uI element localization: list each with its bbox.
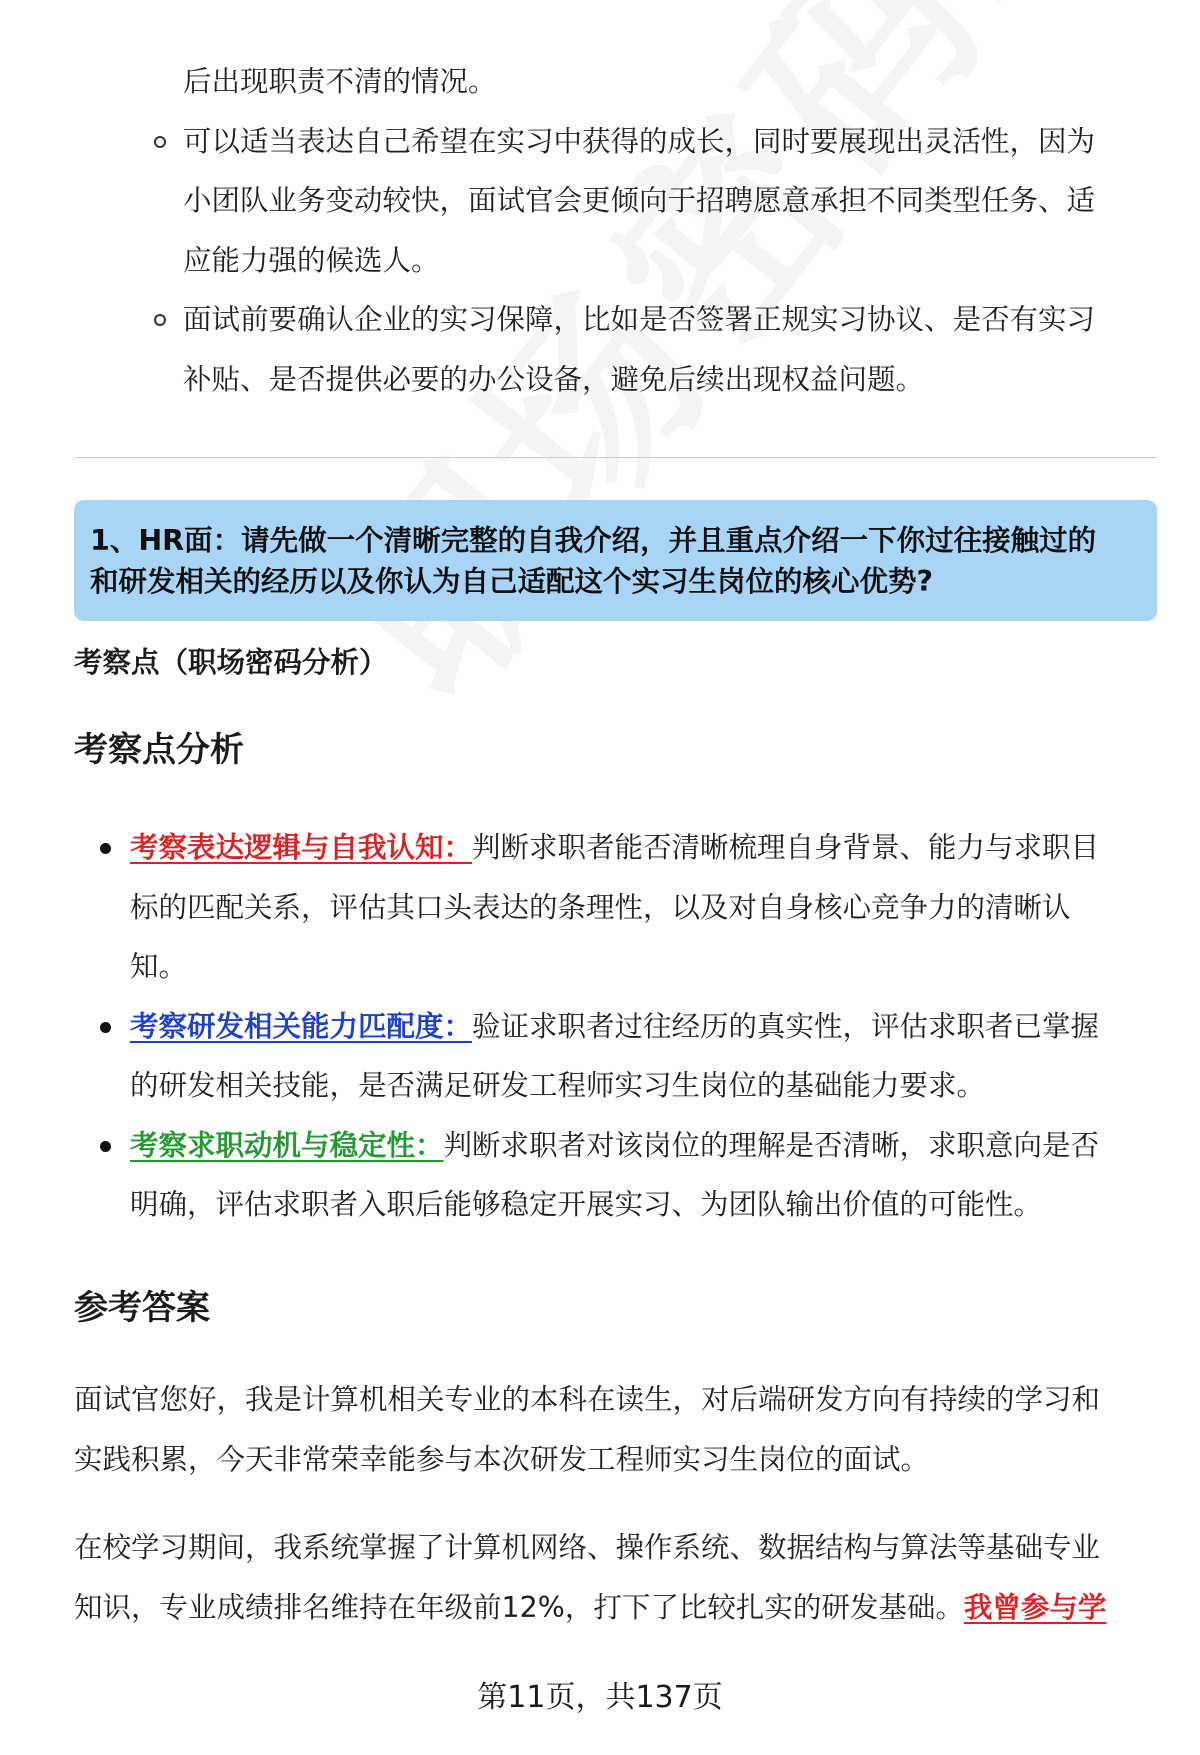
section-divider (74, 457, 1157, 458)
answer-paragraph (74, 1370, 1164, 1489)
answer-line: 实践积累，今天非常荣幸能参与本次研发工程师实习生岗位的面试。 (74, 1442, 930, 1476)
bullet-text: 标的匹配关系，评估其口头表达的条理性，以及对自身核心竞争力的清晰认 (130, 890, 1071, 924)
list-line: 补贴、是否提供必要的办公设备，避免后续出现权益问题。 (183, 362, 925, 396)
bullet-text: 知。 (130, 950, 188, 983)
question-text (90, 520, 1141, 602)
bullet-keyword: 考察研发相关能力匹配度： (130, 1009, 473, 1043)
analysis-bullet (98, 1116, 1148, 1235)
list-line: 可以适当表达自己希望在实习中获得的成长，同时要展现出灵活性，因为 (183, 124, 1096, 158)
sub-list (150, 52, 1140, 409)
question-line: 1、HR面：请先做一个清晰完整的自我介绍，并且重点介绍一下你过往接触过的 (90, 524, 1097, 557)
page-footer: 第11页，共137页 (477, 1680, 723, 1715)
answer-paragraph (74, 1518, 1164, 1637)
analysis-bullet (98, 818, 1148, 997)
answer-line: 知识，专业成绩排名维持在年级前12%，打下了比较扎实的研发基础。 (74, 1590, 964, 1624)
question-box (74, 500, 1157, 621)
bullet-keyword: 考察求职动机与稳定性： (130, 1128, 444, 1162)
bullet-text: 的研发相关技能，是否满足研发工程师实习生岗位的基础能力要求。 (130, 1069, 986, 1102)
analysis-bullets (98, 818, 1148, 1235)
list-line: 小团队业务变动较快，面试官会更倾向于招聘愿意承担不同类型任务、适 (183, 184, 1096, 217)
kaocha-label: 考察点（职场密码分析） (74, 646, 388, 679)
bullet-text: 验证求职者过往经历的真实性，评估求职者已掌握 (472, 1009, 1100, 1043)
bullet-text: 判断求职者对该岗位的理解是否清晰，求职意向是否 (443, 1128, 1100, 1162)
list-line: 面试前要确认企业的实习保障，比如是否签署正规实习协议、是否有实习 (183, 303, 1096, 336)
bullet-text: 判断求职者能否清晰梳理自身背景、能力与求职目 (472, 831, 1100, 864)
answer-highlight: 我曾参与学 (963, 1590, 1107, 1624)
list-item (150, 112, 1140, 291)
answer-heading: 参考答案 (74, 1288, 210, 1328)
list-item (150, 290, 1140, 409)
analysis-heading: 考察点分析 (74, 730, 244, 770)
answer-line: 在校学习期间，我系统掌握了计算机网络、操作系统、数据结构与算法等基础专业 (74, 1531, 1101, 1564)
list-line: 应能力强的候选人。 (183, 243, 440, 277)
analysis-bullet (98, 997, 1148, 1116)
list-continuation: 后出现职责不清的情况。 (183, 65, 497, 98)
answer-line: 面试官您好，我是计算机相关专业的本科在读生，对后端研发方向有持续的学习和 (74, 1383, 1101, 1416)
bullet-keyword: 考察表达逻辑与自我认知： (130, 831, 473, 864)
bullet-text: 明确，评估求职者入职后能够稳定开展实习、为团队输出价值的可能性。 (130, 1188, 1043, 1221)
question-line: 和研发相关的经历以及你认为自己适配这个实习生岗位的核心优势? (90, 565, 934, 598)
